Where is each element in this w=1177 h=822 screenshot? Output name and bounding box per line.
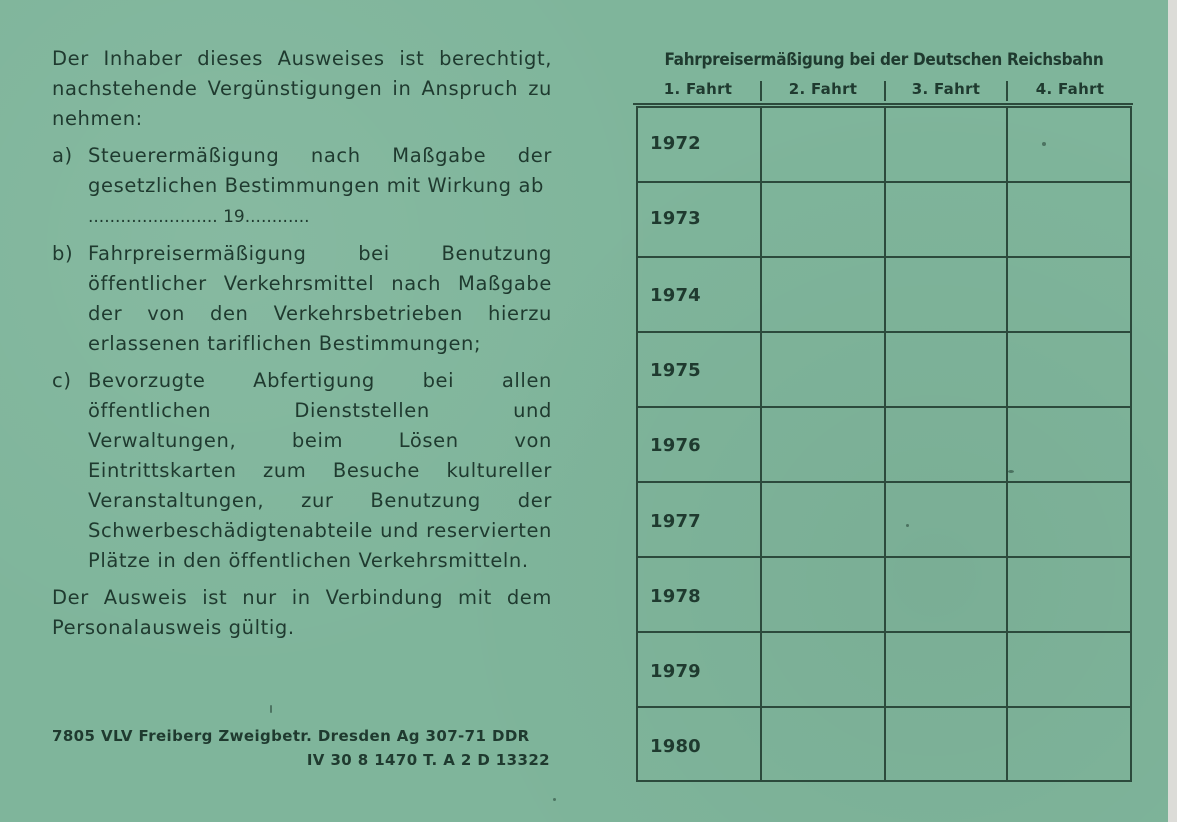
imprint-line-1: 7805 VLV Freiberg Zweigbetr. Dresden Ag 307-71 DDR: [52, 727, 530, 745]
year-label: 1976: [650, 435, 701, 456]
column-header: 2. Fahrt: [788, 80, 858, 98]
year-label: 1980: [650, 736, 701, 757]
row-divider: [638, 706, 1130, 708]
year-label: 1972: [650, 133, 701, 154]
printer-imprint: [52, 724, 552, 772]
column-header: 4. Fahrt: [1035, 80, 1105, 98]
row-divider: [638, 256, 1130, 258]
year-label: 1979: [650, 661, 701, 682]
item-c-text: Bevorzugte Abfertigung bei allen öffentlichen Dienststellen und Verwaltungen, beim Lösen von Eintrittskarten zum Besuche kultureller Veranstaltungen, zur Benutzung der Schwerbeschädigtenabteile und reservierten Plätze in den öffentlichen Verkehrsmitteln.: [88, 369, 552, 572]
intro-paragraph: Der Inhaber dieses Ausweises ist berechtigt, nachstehende Vergünstigungen in Anspruch zu nehmen:: [52, 47, 552, 130]
item-c: [52, 366, 552, 576]
row-divider: [638, 406, 1130, 408]
column-header: 1. Fahrt: [663, 80, 733, 98]
column-header: 3. Fahrt: [911, 80, 981, 98]
item-b: [52, 239, 552, 359]
column-divider: [1006, 108, 1008, 780]
item-b-label: b): [52, 242, 74, 265]
item-a-label: a): [52, 144, 73, 167]
row-divider: [638, 181, 1130, 183]
ink-speck: [1042, 142, 1046, 146]
imprint-line-2: IV 30 8 1470 T. A 2 D 13322: [306, 751, 550, 769]
column-divider: [884, 108, 886, 780]
row-divider: [638, 556, 1130, 558]
scan-edge: [1168, 0, 1177, 822]
item-a-date-line: ........................ 19............: [88, 207, 310, 227]
item-a: [52, 141, 552, 232]
year-label: 1977: [650, 511, 701, 532]
row-divider: [638, 331, 1130, 333]
header-rule: [633, 103, 1133, 105]
year-label: 1973: [650, 208, 701, 229]
table-title: Fahrpreisermäßigung bei der Deutschen Reichsbahn: [664, 50, 1104, 70]
item-a-text: Steuerermäßigung nach Maßgabe der gesetzlichen Bestimmungen mit Wirkung ab: [88, 144, 552, 197]
year-label: 1975: [650, 360, 701, 381]
item-b-text: Fahrpreisermäßigung bei Benutzung öffentlicher Verkehrsmittel nach Maßgabe der von den Verkehrsbetrieben hierzu erlassenen tariflichen Bestimmungen;: [88, 242, 552, 355]
fare-stamp-grid: [636, 106, 1132, 782]
year-label: 1978: [650, 586, 701, 607]
year-label: 1974: [650, 285, 701, 306]
ink-speck: [906, 524, 909, 527]
validity-note: Der Ausweis ist nur in Verbindung mit dem Personalausweis gültig.: [52, 586, 552, 639]
paper-speck: [270, 705, 272, 713]
entitlements-text: [52, 44, 552, 650]
row-divider: [638, 481, 1130, 483]
paper-speck: [553, 798, 556, 801]
row-divider: [638, 631, 1130, 633]
item-c-label: c): [52, 369, 72, 392]
ink-speck: [1008, 470, 1014, 473]
